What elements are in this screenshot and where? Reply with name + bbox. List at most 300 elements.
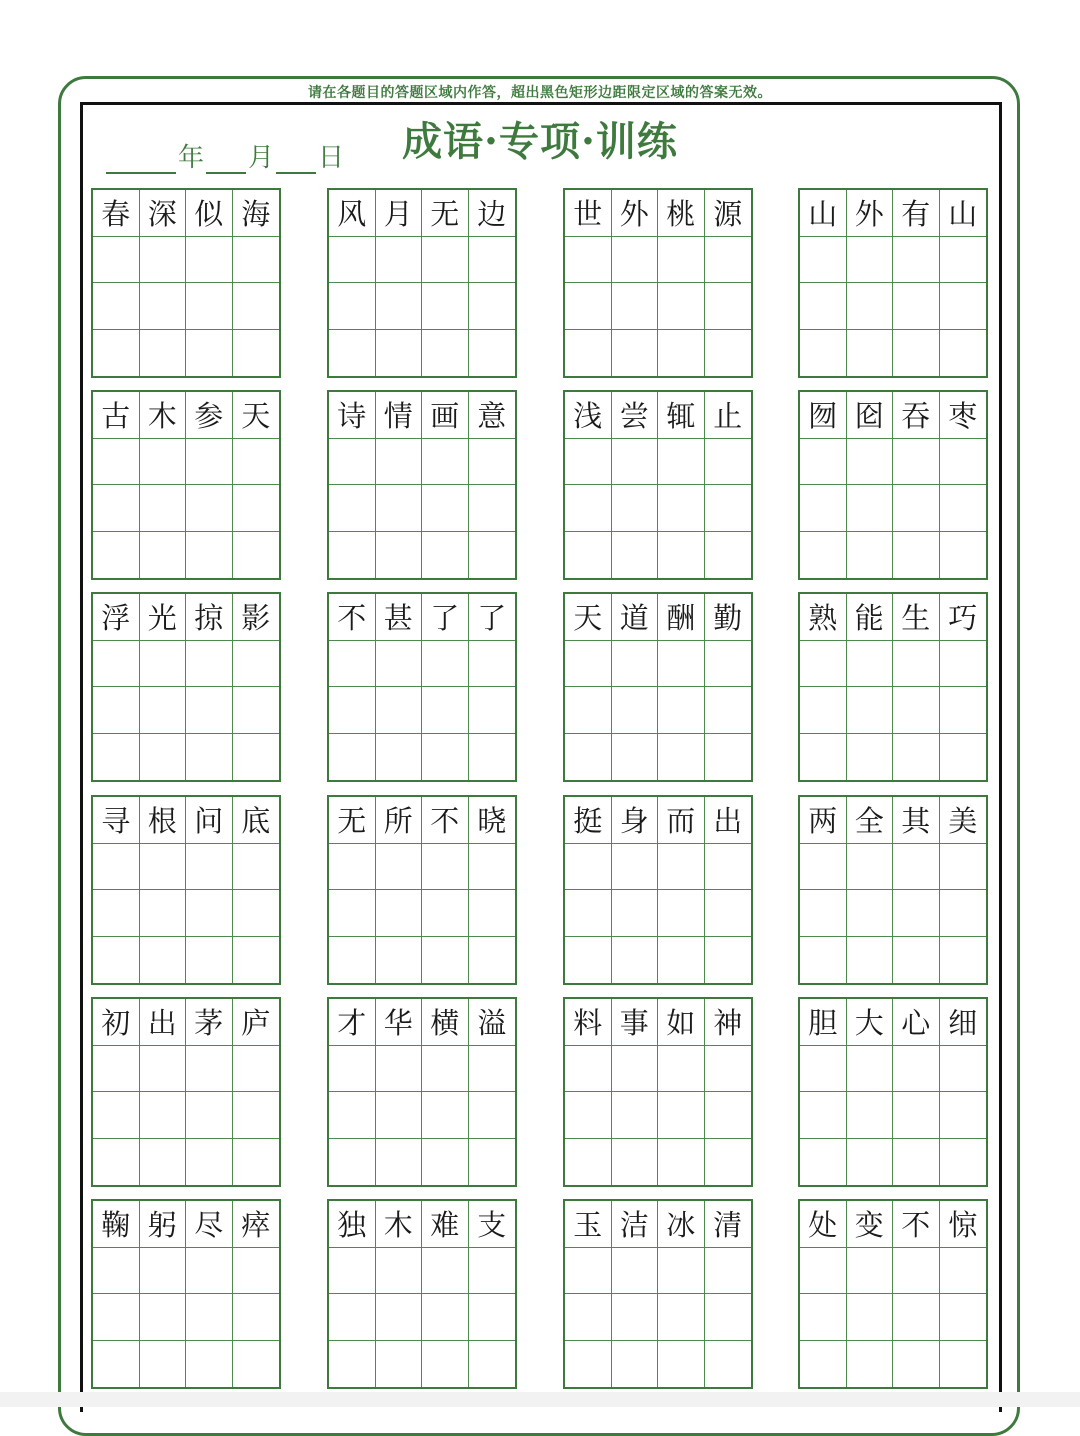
- writing-practice-cell[interactable]: [469, 844, 516, 891]
- writing-practice-cell[interactable]: [186, 1046, 233, 1093]
- writing-practice-cell[interactable]: [140, 439, 187, 486]
- writing-practice-cell[interactable]: [469, 330, 516, 377]
- writing-practice-cell[interactable]: [612, 1294, 659, 1341]
- writing-practice-cell[interactable]: [658, 485, 705, 532]
- writing-practice-cell[interactable]: [186, 532, 233, 579]
- writing-practice-cell[interactable]: [893, 237, 940, 284]
- writing-practice-cell[interactable]: [893, 1341, 940, 1388]
- writing-practice-cell[interactable]: [376, 532, 423, 579]
- writing-practice-cell[interactable]: [940, 641, 987, 688]
- idiom-practice-block: [91, 592, 281, 782]
- year-blank[interactable]: [106, 142, 176, 174]
- writing-practice-cell[interactable]: [800, 283, 847, 330]
- writing-practice-cell[interactable]: [140, 485, 187, 532]
- writing-practice-cell[interactable]: [376, 687, 423, 734]
- writing-practice-cell[interactable]: [376, 283, 423, 330]
- writing-practice-cell[interactable]: [705, 237, 752, 284]
- writing-practice-cell[interactable]: [233, 890, 280, 937]
- writing-practice-cell[interactable]: [565, 330, 612, 377]
- writing-practice-cell[interactable]: [893, 687, 940, 734]
- writing-practice-cell[interactable]: [186, 439, 233, 486]
- writing-practice-cell[interactable]: [233, 641, 280, 688]
- writing-practice-cell[interactable]: [469, 1294, 516, 1341]
- writing-practice-cell[interactable]: [422, 890, 469, 937]
- writing-practice-cell[interactable]: [658, 283, 705, 330]
- writing-practice-cell[interactable]: [940, 1092, 987, 1139]
- writing-practice-cell[interactable]: [940, 1139, 987, 1186]
- writing-practice-cell[interactable]: [140, 687, 187, 734]
- writing-practice-cell[interactable]: [800, 890, 847, 937]
- writing-practice-cell[interactable]: [893, 532, 940, 579]
- writing-practice-cell[interactable]: [376, 1046, 423, 1093]
- writing-practice-cell[interactable]: [329, 641, 376, 688]
- writing-practice-cell[interactable]: [658, 687, 705, 734]
- writing-practice-cell[interactable]: [422, 1092, 469, 1139]
- writing-practice-cell[interactable]: [422, 330, 469, 377]
- writing-practice-cell[interactable]: [186, 237, 233, 284]
- writing-practice-cell[interactable]: [469, 641, 516, 688]
- writing-practice-cell[interactable]: [565, 1046, 612, 1093]
- writing-practice-cell[interactable]: [186, 330, 233, 377]
- writing-practice-cell[interactable]: [893, 439, 940, 486]
- writing-practice-cell[interactable]: [93, 1046, 140, 1093]
- writing-practice-cell[interactable]: [940, 330, 987, 377]
- writing-practice-cell[interactable]: [705, 1092, 752, 1139]
- writing-practice-cell[interactable]: [140, 1139, 187, 1186]
- writing-practice-cell[interactable]: [469, 485, 516, 532]
- writing-practice-cell[interactable]: [800, 844, 847, 891]
- writing-practice-cell[interactable]: [140, 734, 187, 781]
- writing-practice-cell[interactable]: [847, 734, 894, 781]
- writing-practice-cell[interactable]: [612, 330, 659, 377]
- writing-practice-cell[interactable]: [186, 1294, 233, 1341]
- writing-practice-cell[interactable]: [893, 844, 940, 891]
- writing-practice-cell[interactable]: [565, 1092, 612, 1139]
- writing-practice-cell[interactable]: [705, 890, 752, 937]
- writing-practice-cell[interactable]: [140, 1248, 187, 1295]
- writing-practice-cell[interactable]: [612, 890, 659, 937]
- writing-practice-cell[interactable]: [658, 937, 705, 984]
- writing-practice-cell[interactable]: [940, 485, 987, 532]
- writing-practice-cell[interactable]: [93, 1341, 140, 1388]
- writing-practice-cell[interactable]: [140, 330, 187, 377]
- writing-practice-cell[interactable]: [705, 532, 752, 579]
- writing-practice-cell[interactable]: [612, 687, 659, 734]
- idiom-character-cell: 神: [705, 999, 752, 1046]
- writing-practice-cell[interactable]: [422, 237, 469, 284]
- idiom-character-cell: 山: [800, 190, 847, 237]
- writing-practice-cell[interactable]: [940, 1046, 987, 1093]
- writing-practice-cell[interactable]: [940, 1341, 987, 1388]
- writing-practice-cell[interactable]: [612, 641, 659, 688]
- writing-practice-cell[interactable]: [329, 844, 376, 891]
- writing-practice-cell[interactable]: [658, 844, 705, 891]
- writing-practice-cell[interactable]: [612, 1248, 659, 1295]
- writing-practice-cell[interactable]: [140, 937, 187, 984]
- writing-practice-cell[interactable]: [186, 844, 233, 891]
- writing-practice-cell[interactable]: [376, 1139, 423, 1186]
- writing-practice-cell[interactable]: [376, 1341, 423, 1388]
- writing-practice-cell[interactable]: [565, 1139, 612, 1186]
- writing-practice-cell[interactable]: [565, 937, 612, 984]
- writing-practice-cell[interactable]: [612, 734, 659, 781]
- writing-practice-cell[interactable]: [233, 485, 280, 532]
- writing-practice-cell[interactable]: [565, 439, 612, 486]
- writing-practice-cell[interactable]: [565, 1248, 612, 1295]
- writing-practice-cell[interactable]: [893, 330, 940, 377]
- writing-practice-cell[interactable]: [612, 1139, 659, 1186]
- writing-practice-cell[interactable]: [940, 890, 987, 937]
- writing-practice-cell[interactable]: [893, 1139, 940, 1186]
- writing-practice-cell[interactable]: [800, 1294, 847, 1341]
- writing-practice-cell[interactable]: [565, 485, 612, 532]
- writing-practice-cell[interactable]: [186, 687, 233, 734]
- writing-practice-cell[interactable]: [376, 439, 423, 486]
- writing-practice-cell[interactable]: [329, 687, 376, 734]
- writing-practice-cell[interactable]: [565, 890, 612, 937]
- writing-practice-cell[interactable]: [893, 283, 940, 330]
- writing-practice-cell[interactable]: [893, 937, 940, 984]
- writing-practice-cell[interactable]: [705, 439, 752, 486]
- writing-practice-cell[interactable]: [186, 1341, 233, 1388]
- writing-practice-cell[interactable]: [329, 237, 376, 284]
- writing-practice-cell[interactable]: [186, 1139, 233, 1186]
- writing-practice-cell[interactable]: [893, 890, 940, 937]
- writing-practice-cell[interactable]: [93, 937, 140, 984]
- writing-practice-cell[interactable]: [940, 283, 987, 330]
- writing-practice-cell[interactable]: [233, 1139, 280, 1186]
- writing-practice-cell[interactable]: [800, 532, 847, 579]
- writing-practice-cell[interactable]: [658, 641, 705, 688]
- writing-practice-cell[interactable]: [422, 734, 469, 781]
- writing-practice-cell[interactable]: [376, 734, 423, 781]
- writing-practice-cell[interactable]: [469, 1139, 516, 1186]
- writing-practice-cell[interactable]: [612, 937, 659, 984]
- writing-practice-cell[interactable]: [612, 532, 659, 579]
- writing-practice-cell[interactable]: [329, 485, 376, 532]
- writing-practice-cell[interactable]: [233, 1092, 280, 1139]
- writing-practice-cell[interactable]: [233, 687, 280, 734]
- writing-practice-cell[interactable]: [658, 1092, 705, 1139]
- writing-practice-cell[interactable]: [93, 283, 140, 330]
- writing-practice-cell[interactable]: [186, 1092, 233, 1139]
- writing-practice-cell[interactable]: [658, 1248, 705, 1295]
- writing-practice-cell[interactable]: [705, 1139, 752, 1186]
- writing-practice-cell[interactable]: [93, 1294, 140, 1341]
- writing-practice-cell[interactable]: [469, 734, 516, 781]
- writing-practice-cell[interactable]: [893, 734, 940, 781]
- writing-practice-cell[interactable]: [847, 641, 894, 688]
- writing-practice-cell[interactable]: [422, 1294, 469, 1341]
- writing-practice-cell[interactable]: [233, 734, 280, 781]
- writing-practice-cell[interactable]: [658, 1139, 705, 1186]
- writing-practice-cell[interactable]: [93, 485, 140, 532]
- writing-practice-cell[interactable]: [329, 1248, 376, 1295]
- writing-practice-cell[interactable]: [847, 532, 894, 579]
- writing-practice-cell[interactable]: [612, 283, 659, 330]
- writing-practice-cell[interactable]: [140, 1092, 187, 1139]
- writing-practice-cell[interactable]: [705, 1046, 752, 1093]
- writing-practice-cell[interactable]: [612, 439, 659, 486]
- writing-practice-cell[interactable]: [940, 687, 987, 734]
- writing-practice-cell[interactable]: [140, 237, 187, 284]
- writing-practice-cell[interactable]: [847, 330, 894, 377]
- writing-practice-cell[interactable]: [422, 687, 469, 734]
- writing-practice-cell[interactable]: [376, 937, 423, 984]
- writing-practice-cell[interactable]: [376, 330, 423, 377]
- writing-practice-cell[interactable]: [376, 641, 423, 688]
- writing-practice-cell[interactable]: [565, 237, 612, 284]
- writing-practice-cell[interactable]: [940, 844, 987, 891]
- writing-practice-cell[interactable]: [376, 1092, 423, 1139]
- writing-practice-cell[interactable]: [800, 1341, 847, 1388]
- idiom-character-cell: 吞: [893, 392, 940, 439]
- writing-practice-cell[interactable]: [93, 641, 140, 688]
- writing-practice-cell[interactable]: [140, 890, 187, 937]
- writing-practice-cell[interactable]: [800, 937, 847, 984]
- writing-practice-cell[interactable]: [800, 330, 847, 377]
- writing-practice-cell[interactable]: [422, 1046, 469, 1093]
- writing-practice-cell[interactable]: [847, 890, 894, 937]
- writing-practice-cell[interactable]: [847, 283, 894, 330]
- writing-practice-cell[interactable]: [233, 532, 280, 579]
- writing-practice-cell[interactable]: [847, 844, 894, 891]
- writing-practice-cell[interactable]: [940, 734, 987, 781]
- writing-practice-cell[interactable]: [376, 890, 423, 937]
- writing-practice-cell[interactable]: [705, 687, 752, 734]
- writing-practice-cell[interactable]: [469, 237, 516, 284]
- writing-practice-cell[interactable]: [847, 687, 894, 734]
- writing-practice-cell[interactable]: [469, 890, 516, 937]
- writing-practice-cell[interactable]: [469, 1092, 516, 1139]
- writing-practice-cell[interactable]: [93, 1139, 140, 1186]
- writing-practice-cell[interactable]: [847, 237, 894, 284]
- writing-practice-cell[interactable]: [422, 937, 469, 984]
- writing-practice-cell[interactable]: [800, 1139, 847, 1186]
- writing-practice-cell[interactable]: [893, 1092, 940, 1139]
- writing-practice-cell[interactable]: [469, 1341, 516, 1388]
- writing-practice-cell[interactable]: [612, 844, 659, 891]
- writing-practice-cell[interactable]: [940, 937, 987, 984]
- writing-practice-cell[interactable]: [658, 330, 705, 377]
- writing-practice-cell[interactable]: [565, 1294, 612, 1341]
- writing-practice-cell[interactable]: [847, 1139, 894, 1186]
- writing-practice-cell[interactable]: [940, 1248, 987, 1295]
- writing-practice-cell[interactable]: [658, 237, 705, 284]
- writing-practice-cell[interactable]: [422, 844, 469, 891]
- writing-practice-cell[interactable]: [140, 641, 187, 688]
- writing-practice-cell[interactable]: [565, 734, 612, 781]
- writing-practice-cell[interactable]: [422, 439, 469, 486]
- writing-practice-cell[interactable]: [612, 1341, 659, 1388]
- writing-practice-cell[interactable]: [186, 890, 233, 937]
- writing-practice-cell[interactable]: [893, 1248, 940, 1295]
- writing-practice-cell[interactable]: [847, 1294, 894, 1341]
- writing-practice-cell[interactable]: [329, 1046, 376, 1093]
- writing-practice-cell[interactable]: [376, 485, 423, 532]
- writing-practice-cell[interactable]: [565, 283, 612, 330]
- writing-practice-cell[interactable]: [658, 439, 705, 486]
- writing-practice-cell[interactable]: [705, 844, 752, 891]
- writing-practice-cell[interactable]: [329, 1139, 376, 1186]
- writing-practice-cell[interactable]: [186, 937, 233, 984]
- writing-practice-cell[interactable]: [565, 641, 612, 688]
- writing-practice-cell[interactable]: [940, 237, 987, 284]
- writing-practice-cell[interactable]: [422, 283, 469, 330]
- writing-practice-cell[interactable]: [376, 1248, 423, 1295]
- writing-practice-cell[interactable]: [800, 734, 847, 781]
- writing-practice-cell[interactable]: [612, 1092, 659, 1139]
- writing-practice-cell[interactable]: [847, 1248, 894, 1295]
- idiom-character-cell: 鞠: [93, 1201, 140, 1248]
- writing-practice-cell[interactable]: [658, 734, 705, 781]
- writing-practice-cell[interactable]: [847, 1092, 894, 1139]
- writing-practice-cell[interactable]: [376, 237, 423, 284]
- writing-practice-cell[interactable]: [893, 641, 940, 688]
- writing-practice-cell[interactable]: [329, 1341, 376, 1388]
- writing-practice-cell[interactable]: [800, 485, 847, 532]
- writing-practice-cell[interactable]: [565, 687, 612, 734]
- writing-practice-cell[interactable]: [186, 1248, 233, 1295]
- writing-practice-cell[interactable]: [422, 641, 469, 688]
- writing-practice-cell[interactable]: [93, 439, 140, 486]
- writing-practice-cell[interactable]: [422, 1341, 469, 1388]
- writing-practice-cell[interactable]: [800, 1092, 847, 1139]
- writing-practice-cell[interactable]: [847, 1341, 894, 1388]
- writing-practice-cell[interactable]: [893, 485, 940, 532]
- writing-practice-cell[interactable]: [140, 844, 187, 891]
- writing-practice-cell[interactable]: [800, 237, 847, 284]
- writing-practice-cell[interactable]: [93, 1092, 140, 1139]
- writing-practice-cell[interactable]: [186, 283, 233, 330]
- writing-practice-cell[interactable]: [376, 1294, 423, 1341]
- writing-practice-cell[interactable]: [893, 1294, 940, 1341]
- idiom-character-cell: 两: [800, 797, 847, 844]
- writing-practice-cell[interactable]: [329, 283, 376, 330]
- writing-practice-cell[interactable]: [422, 1248, 469, 1295]
- writing-practice-cell[interactable]: [329, 1092, 376, 1139]
- writing-practice-cell[interactable]: [612, 485, 659, 532]
- writing-practice-cell[interactable]: [800, 439, 847, 486]
- writing-practice-cell[interactable]: [140, 1294, 187, 1341]
- writing-practice-cell[interactable]: [233, 1046, 280, 1093]
- writing-practice-cell[interactable]: [612, 1046, 659, 1093]
- writing-practice-cell[interactable]: [93, 532, 140, 579]
- writing-practice-cell[interactable]: [329, 890, 376, 937]
- writing-practice-cell[interactable]: [329, 937, 376, 984]
- writing-practice-cell[interactable]: [186, 641, 233, 688]
- writing-practice-cell[interactable]: [469, 532, 516, 579]
- writing-practice-cell[interactable]: [800, 1046, 847, 1093]
- idiom-character-cell: 光: [140, 594, 187, 641]
- writing-practice-cell[interactable]: [233, 1341, 280, 1388]
- writing-practice-cell[interactable]: [233, 439, 280, 486]
- date-line: [104, 140, 344, 174]
- month-blank[interactable]: [206, 142, 246, 174]
- writing-practice-cell[interactable]: [376, 844, 423, 891]
- writing-practice-cell[interactable]: [233, 937, 280, 984]
- writing-practice-cell[interactable]: [847, 439, 894, 486]
- writing-practice-cell[interactable]: [140, 283, 187, 330]
- writing-practice-cell[interactable]: [233, 1294, 280, 1341]
- writing-practice-cell[interactable]: [705, 937, 752, 984]
- writing-practice-cell[interactable]: [329, 1294, 376, 1341]
- writing-practice-cell[interactable]: [847, 937, 894, 984]
- writing-practice-cell[interactable]: [329, 330, 376, 377]
- writing-practice-cell[interactable]: [565, 1341, 612, 1388]
- writing-practice-cell[interactable]: [469, 937, 516, 984]
- writing-practice-cell[interactable]: [705, 1294, 752, 1341]
- writing-practice-cell[interactable]: [705, 1248, 752, 1295]
- writing-practice-cell[interactable]: [93, 734, 140, 781]
- writing-practice-cell[interactable]: [469, 687, 516, 734]
- writing-practice-cell[interactable]: [93, 1248, 140, 1295]
- writing-practice-cell[interactable]: [93, 237, 140, 284]
- writing-practice-cell[interactable]: [940, 439, 987, 486]
- writing-practice-cell[interactable]: [705, 330, 752, 377]
- writing-practice-cell[interactable]: [140, 1341, 187, 1388]
- writing-practice-cell[interactable]: [329, 439, 376, 486]
- writing-practice-cell[interactable]: [469, 439, 516, 486]
- writing-practice-cell[interactable]: [658, 532, 705, 579]
- writing-practice-cell[interactable]: [705, 734, 752, 781]
- writing-practice-cell[interactable]: [93, 844, 140, 891]
- writing-practice-cell[interactable]: [800, 641, 847, 688]
- writing-practice-cell[interactable]: [140, 532, 187, 579]
- day-blank[interactable]: [276, 142, 316, 174]
- writing-practice-cell[interactable]: [800, 687, 847, 734]
- writing-practice-cell[interactable]: [940, 1294, 987, 1341]
- writing-practice-cell[interactable]: [705, 641, 752, 688]
- writing-practice-cell[interactable]: [800, 1248, 847, 1295]
- writing-practice-cell[interactable]: [705, 485, 752, 532]
- writing-practice-cell[interactable]: [565, 844, 612, 891]
- writing-practice-cell[interactable]: [565, 532, 612, 579]
- writing-practice-cell[interactable]: [186, 734, 233, 781]
- writing-practice-cell[interactable]: [422, 485, 469, 532]
- writing-practice-cell[interactable]: [893, 1046, 940, 1093]
- writing-practice-cell[interactable]: [612, 237, 659, 284]
- writing-practice-cell[interactable]: [847, 485, 894, 532]
- writing-practice-cell[interactable]: [186, 485, 233, 532]
- writing-practice-cell[interactable]: [469, 283, 516, 330]
- idiom-character-cell: 似: [186, 190, 233, 237]
- writing-practice-cell[interactable]: [422, 1139, 469, 1186]
- writing-practice-cell[interactable]: [658, 1046, 705, 1093]
- writing-practice-cell[interactable]: [329, 734, 376, 781]
- writing-practice-cell[interactable]: [93, 890, 140, 937]
- writing-practice-cell[interactable]: [658, 1294, 705, 1341]
- writing-practice-cell[interactable]: [847, 1046, 894, 1093]
- writing-practice-cell[interactable]: [140, 1046, 187, 1093]
- writing-practice-cell[interactable]: [233, 237, 280, 284]
- writing-practice-cell[interactable]: [469, 1248, 516, 1295]
- writing-practice-cell[interactable]: [705, 1341, 752, 1388]
- writing-practice-cell[interactable]: [469, 1046, 516, 1093]
- writing-practice-cell[interactable]: [658, 890, 705, 937]
- writing-practice-cell[interactable]: [93, 687, 140, 734]
- writing-practice-cell[interactable]: [233, 844, 280, 891]
- writing-practice-cell[interactable]: [233, 330, 280, 377]
- writing-practice-cell[interactable]: [93, 330, 140, 377]
- writing-practice-cell[interactable]: [233, 283, 280, 330]
- writing-practice-cell[interactable]: [422, 532, 469, 579]
- writing-practice-cell[interactable]: [329, 532, 376, 579]
- writing-practice-cell[interactable]: [940, 532, 987, 579]
- writing-practice-cell[interactable]: [658, 1341, 705, 1388]
- writing-practice-cell[interactable]: [233, 1248, 280, 1295]
- writing-practice-cell[interactable]: [705, 283, 752, 330]
